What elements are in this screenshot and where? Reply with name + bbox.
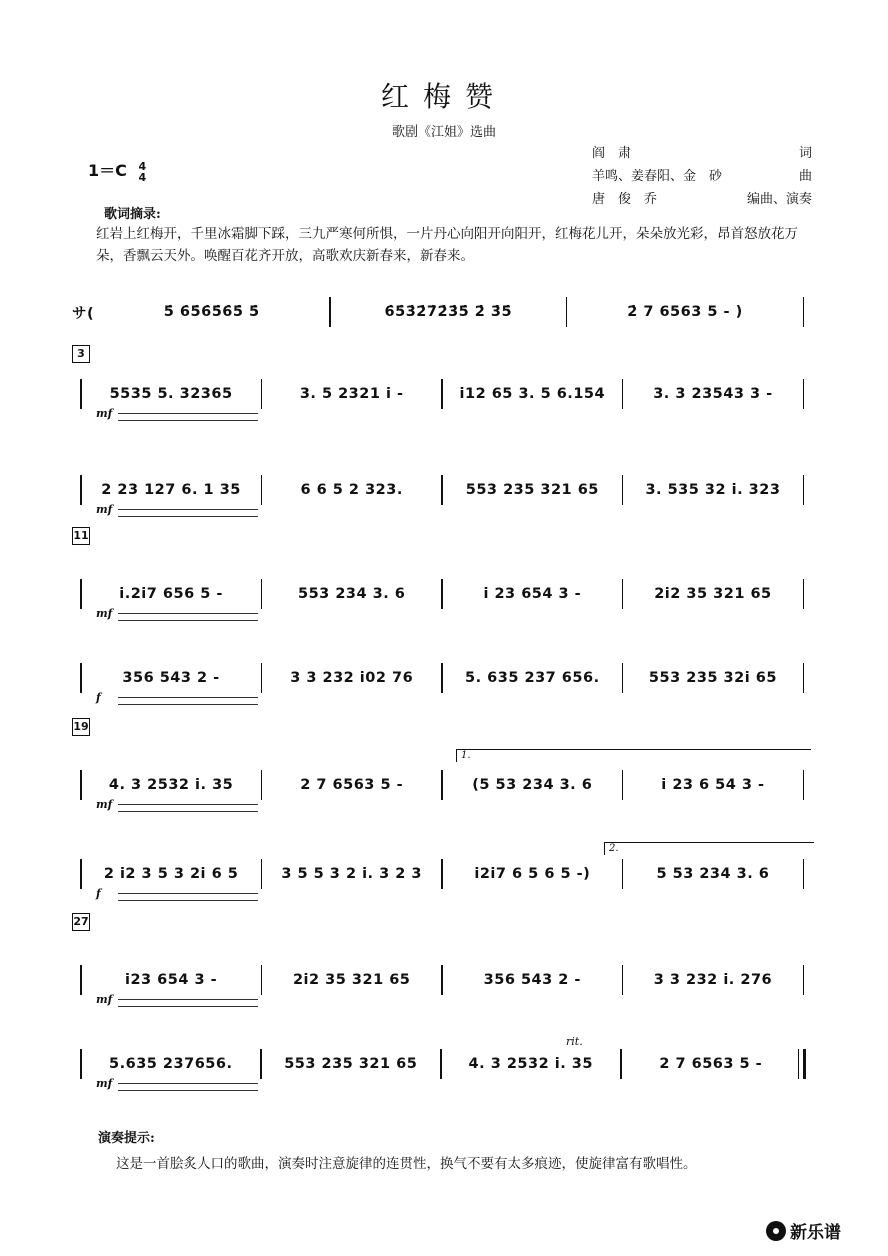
measure: 2i2 35 321 65 [292, 972, 411, 988]
rehearsal-mark: 27 [72, 913, 90, 931]
measure: 3 3 232 i02 76 [290, 670, 414, 686]
crescendo-hairpin [118, 1083, 258, 1091]
credits-block [592, 142, 812, 211]
measure: 2 i2 3 5 3 2i 6 5 [103, 866, 239, 882]
time-signature: 4 4 [138, 159, 147, 184]
barline [803, 475, 805, 505]
intro-mark: サ( [72, 305, 95, 322]
barline [441, 475, 443, 505]
key-signature: 1＝C 4 4 [88, 159, 147, 184]
staff-row [72, 473, 812, 507]
barline [803, 770, 805, 800]
measure: 3 5 5 3 2 i. 3 2 3 [281, 866, 422, 882]
dynamic-mark: f [96, 887, 101, 900]
dynamic-mark: f [96, 691, 101, 704]
barline [803, 663, 805, 693]
ritardando-mark: rit. [566, 1035, 583, 1048]
credit-composer: 羊鸣、姜春阳、金 砂 曲 [592, 169, 812, 184]
barline [80, 859, 82, 889]
barline [260, 1049, 262, 1079]
barline [441, 379, 443, 409]
measure: 553 235 321 65 [284, 1056, 418, 1072]
measure: 5.635 237656. [109, 1056, 233, 1072]
barline [803, 579, 805, 609]
barline [80, 379, 82, 409]
measure: 4. 3 2532 i. 35 [468, 1056, 593, 1072]
dynamic-mark: mf [96, 1077, 113, 1090]
measure: 553 235 321 65 [465, 482, 599, 498]
staff-row [72, 661, 812, 695]
staff-row [72, 1047, 812, 1081]
credit-arranger: 唐 俊 乔 编曲、演奏 [592, 192, 812, 207]
barline [80, 475, 82, 505]
measure: i12 65 3. 5 6.154 [459, 386, 606, 402]
barline [441, 579, 443, 609]
measure: i2i7 6 5 6 5 -) [474, 866, 591, 882]
barline [622, 965, 624, 995]
measure: 5̇ 6̇5̇6̇5̇6̇5̇ 5̇ [163, 304, 260, 320]
crescendo-hairpin [118, 413, 258, 421]
barline [261, 965, 263, 995]
crescendo-hairpin [118, 613, 258, 621]
barline [566, 297, 568, 327]
barline [441, 663, 443, 693]
measure: 2 23 127 6. 1 35 [101, 482, 241, 498]
dynamic-mark: mf [96, 993, 113, 1006]
tips-heading: 演奏提示: [98, 1131, 155, 1146]
dynamic-mark: mf [96, 407, 113, 420]
song-subtitle: 歌剧《江姐》选曲 [391, 125, 496, 140]
barline [441, 965, 443, 995]
measure: 6 6 5 2 323. [300, 482, 403, 498]
crescendo-hairpin [118, 804, 258, 812]
credit-lyricist: 阎 肃 词 [592, 146, 812, 161]
record-icon [766, 1221, 786, 1241]
measure: 2 7 6563 5 - [659, 1056, 763, 1072]
barline [622, 663, 624, 693]
measure: i23 654 3 - [124, 972, 218, 988]
barline [261, 379, 263, 409]
measure: 3. 535 32 i. 323 [645, 482, 781, 498]
barline [80, 1049, 82, 1079]
barline [803, 965, 805, 995]
measure: 553 235 32i 65 [648, 670, 777, 686]
measure: 2̇ 7 6563 5 - ) [627, 304, 743, 320]
barline [622, 475, 624, 505]
measure: 5 53 234 3. 6 [656, 866, 770, 882]
staff-row [72, 295, 812, 329]
measure: 5. 635 237 656. [465, 670, 600, 686]
barline [80, 579, 82, 609]
volta-bracket: 1. [456, 749, 811, 762]
barline [261, 579, 263, 609]
measure: 3. 5 2321 i - [299, 386, 404, 402]
barline [261, 475, 263, 505]
measure: 356 543 2 - [483, 972, 581, 988]
lyrics-heading: 歌词摘录: [104, 207, 161, 222]
rehearsal-mark: 19 [72, 718, 90, 736]
song-title: 红梅赞 [380, 80, 507, 113]
barline [798, 1049, 806, 1079]
measure: 3 3 232 i. 276 [653, 972, 773, 988]
dynamic-mark: mf [96, 607, 113, 620]
rehearsal-mark: 3 [72, 345, 90, 363]
lyrics-text: 红岩上红梅开，千里冰霜脚下踩，三九严寒何所惧，一片丹心向阳开向阳开，红梅花儿开，朵朵放光彩，昂首怒放花万朵，香飘云天外。唤醒百花齐开放，高歌欢庆新春来，新春来。 [96, 226, 798, 264]
measure: 4. 3 2532 i. 35 [108, 777, 234, 793]
staff-row [72, 577, 812, 611]
measure: i 23 6 54 3 - [661, 777, 765, 793]
barline [80, 663, 82, 693]
measure: i 23 654 3 - [483, 586, 582, 602]
measure: i.2i7 656 5 - [119, 586, 223, 602]
crescendo-hairpin [118, 999, 258, 1007]
staff-row [72, 768, 812, 802]
barline [622, 770, 624, 800]
site-logo: 新乐谱 [766, 1218, 841, 1243]
barline [261, 770, 263, 800]
barline [622, 379, 624, 409]
barline [620, 1049, 622, 1079]
barline [441, 770, 443, 800]
barline [80, 965, 82, 995]
measure: 553 234 3. 6 [298, 586, 406, 602]
measure: (5 53 234 3. 6 [472, 777, 593, 793]
barline [440, 1049, 442, 1079]
dynamic-mark: mf [96, 503, 113, 516]
measure: 3. 3 23543 3 - [653, 386, 773, 402]
dynamic-mark: mf [96, 798, 113, 811]
volta-bracket: 2. [604, 842, 814, 855]
barline [261, 859, 263, 889]
barline [622, 859, 624, 889]
barline [803, 859, 805, 889]
barline [803, 379, 805, 409]
crescendo-hairpin [118, 697, 258, 705]
barline [329, 297, 331, 327]
tips-text: 这是一首脍炙人口的歌曲，演奏时注意旋律的连贯性，换气不要有太多痕迹，使旋律富有歌唱性。 [116, 1156, 697, 1172]
barline [803, 297, 805, 327]
staff-row [72, 377, 812, 411]
measure: 356 543 2 - [122, 670, 220, 686]
rehearsal-mark: 11 [72, 527, 90, 545]
crescendo-hairpin [118, 509, 258, 517]
barline [441, 859, 443, 889]
staff-row [72, 963, 812, 997]
barline [622, 579, 624, 609]
barline [80, 770, 82, 800]
barline [261, 663, 263, 693]
measure: 5535 5. 32365 [109, 386, 233, 402]
staff-row [72, 857, 812, 891]
measure: 2 7 6563 5 - [300, 777, 404, 793]
crescendo-hairpin [118, 893, 258, 901]
measure: 6̇5̇3̇2̇7̇2̇3̇5̇ 2̇ 3̇5̇ [384, 304, 513, 320]
measure: 2i2 35 321 65 [654, 586, 772, 602]
